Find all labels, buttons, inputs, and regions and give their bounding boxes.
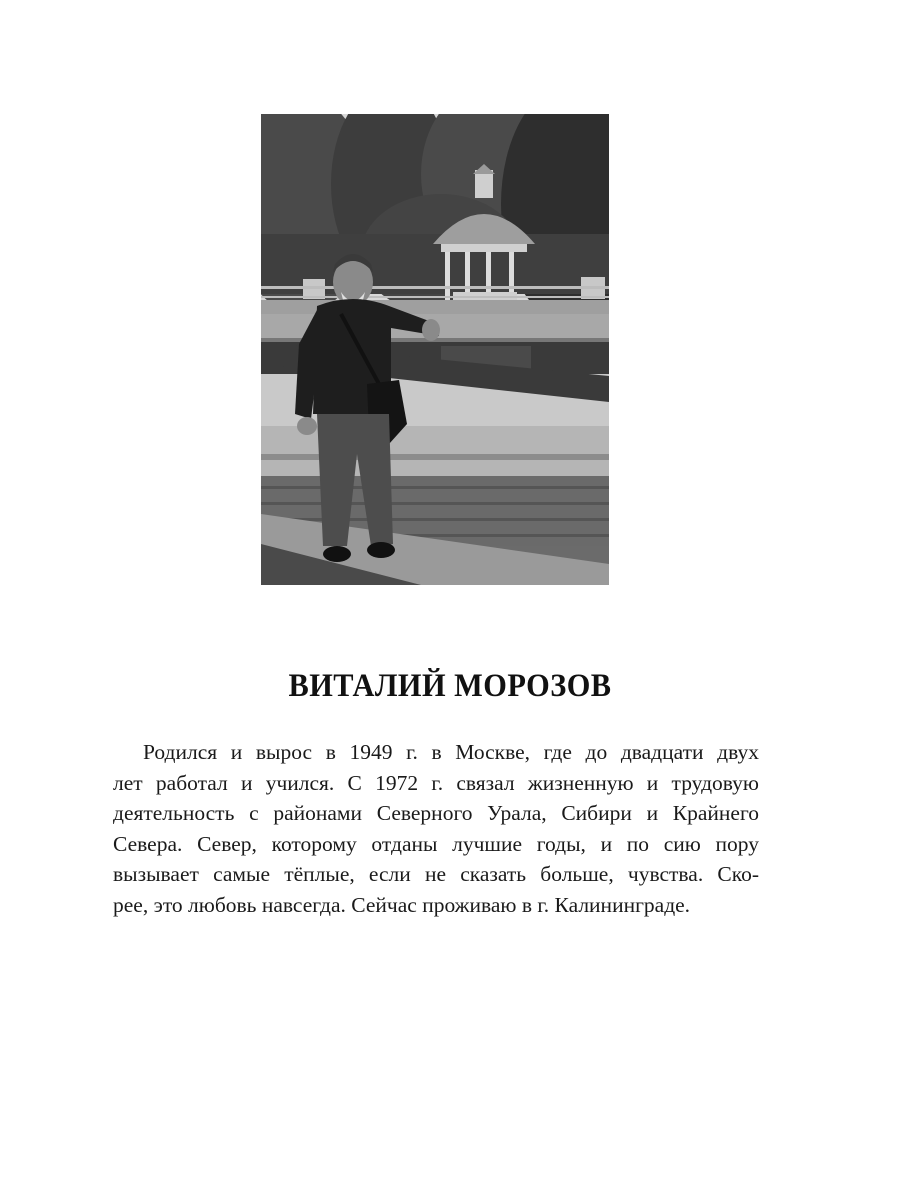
bio-line: рее, это любовь навсегда. Сейчас проживаю в г. Калининграде. [113, 892, 691, 917]
author-bio-paragraph [113, 737, 759, 920]
bio-line: Севера. Север, которому отданы лучшие годы, и по сию пору [113, 831, 759, 856]
author-photo [261, 114, 609, 585]
bio-line: деятельность с районами Северного Урала, Сибири и Крайнего [113, 801, 759, 825]
author-photo-image [261, 114, 609, 585]
bio-line: Родился и вырос в 1949 г. в Москве, где до двадцати двух [143, 740, 759, 764]
author-name-heading: ВИТАЛИЙ МОРОЗОВ [288, 668, 612, 704]
bio-line: вызывает самые тёплые, если не сказать больше, чувства. Ско- [113, 862, 759, 886]
bio-line: лет работал и учился. С 1972 г. связал жизненную и трудовую [113, 770, 759, 795]
